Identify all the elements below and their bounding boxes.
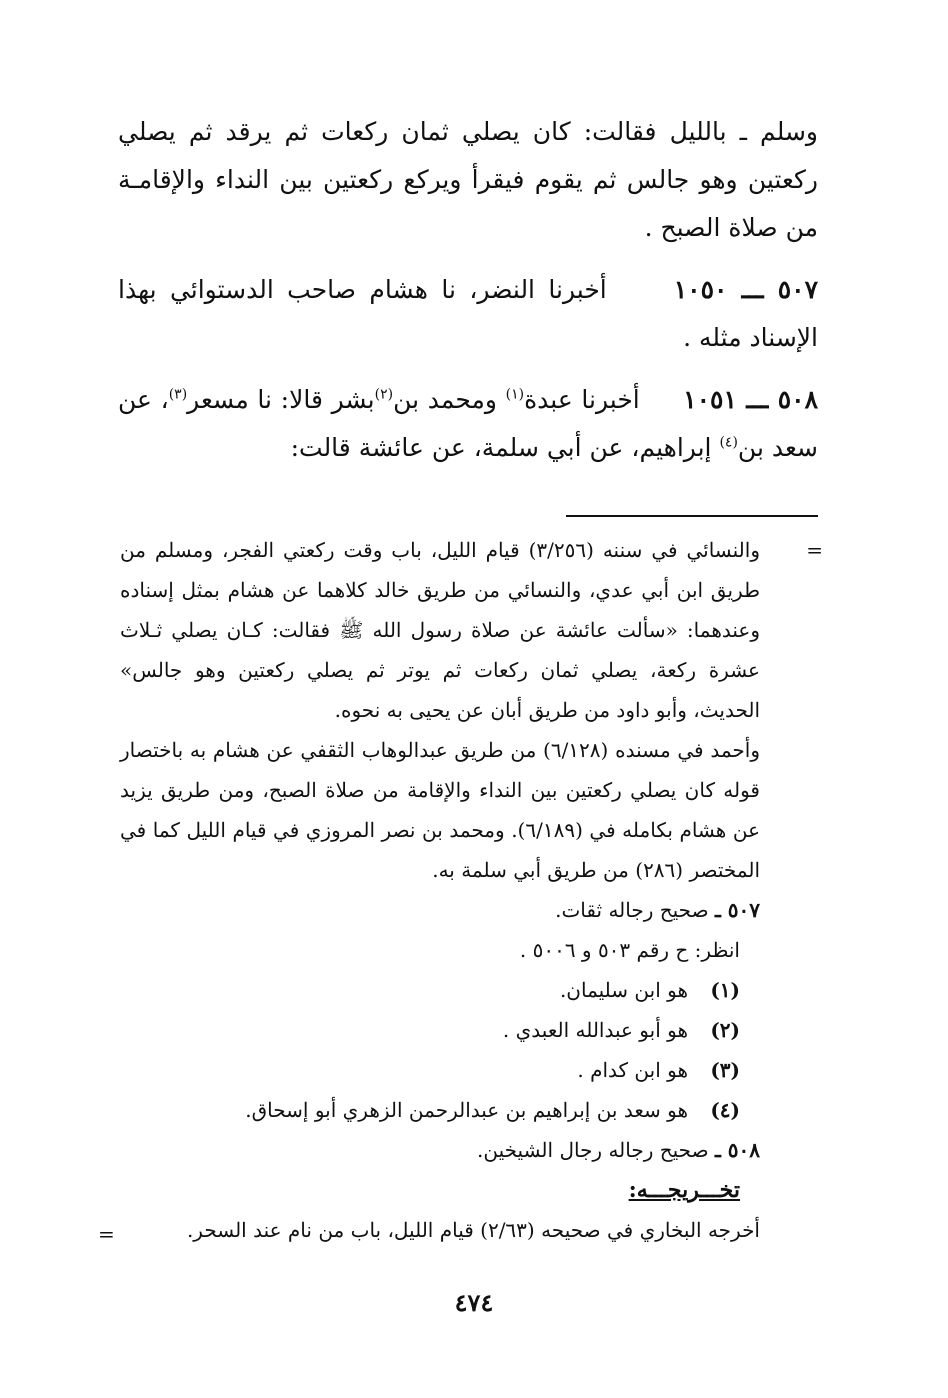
- footnote-see-also: انظر: ح رقم ٥٠٣ و ٥٠٠٦ .: [519, 938, 740, 962]
- hadith-text-part: بشر قالا: نا مسعر: [187, 385, 375, 414]
- footnote-block: وأحمد في مسنده (٦/١٢٨) من طريق عبدالوهاب الثقفي عن هشام به باختصار قوله كان يصلي ركعتين بين النداء والإقامة من صلاة الصبح، ومن طريق يزيد عن هشام بكامله في (٦/١٨٩). ومحمد بن نصر المروزي في قيام الليل كما في المختصر (٢٨٦) من طريق أبي سلمة به.: [120, 738, 760, 882]
- footnote-note: [120, 1010, 760, 1050]
- continued-mark: =: [98, 1222, 115, 1246]
- footnote-mark: (٣): [710, 1058, 740, 1082]
- footnote-note: [120, 970, 760, 1010]
- footnote-508: [120, 1130, 760, 1170]
- footnote-block: والنسائي في سننه (٣/٢٥٦) قيام الليل، باب وقت ركعتي الفجر، ومسلم من طريق ابن أبي عدي، والنسائي من طريق خالد كلاهما عن هشام بمثل إسناده وعندهما: «سألت عائشة عن صلاة رسول الله ﷺ فقالت: كـان يصلي ثـلاث عشرة ركعة، يصلي ثمان ركعات ثم يوتر ثم يصلي ركعتين وهو جالس» الحديث، وأبو داود من طريق أبان عن يحيى به نحوه.: [120, 538, 760, 722]
- footnote-ref[interactable]: (٢): [374, 386, 394, 403]
- takhrij-heading: [120, 1170, 760, 1210]
- hadith-text-part: ومحمد بن: [393, 385, 506, 414]
- footnote-text: صحيح رجاله رجال الشيخين.: [477, 1138, 715, 1162]
- footnote-number: ٥٠٨ ـ: [714, 1138, 760, 1162]
- footnote-note: [120, 1050, 760, 1090]
- footnote-number: ٥٠٧ ـ: [714, 898, 760, 922]
- takhrij-text: أخرجه البخاري في صحيحه (٢/٦٣) قيام الليل، باب من نام عند السحر.: [186, 1218, 760, 1242]
- hadith-number: ٥٠٨ ـــ ١٠٥١: [683, 385, 819, 414]
- page-number: ٤٧٤: [454, 1288, 494, 1317]
- hadith-number: ٥٠٧ ـــ ١٠٥٠: [673, 275, 819, 304]
- footnote-note-text: هو ابن سليمان.: [559, 978, 688, 1002]
- hadith-text: أخبرنا النضر، نا هشام صاحب الدستوائي بهذا الإسناد مثله .: [118, 275, 818, 352]
- footnote-divider: [566, 515, 818, 517]
- hadith-text-part: إبراهيم، عن أبي سلمة، عن عائشة قالت:: [290, 433, 720, 462]
- footnote-ref[interactable]: (٤): [719, 434, 738, 451]
- footnote-text: صحيح رجاله ثقات.: [555, 898, 715, 922]
- footnote-note-text: هو سعد بن إبراهيم بن عبدالرحمن الزهري أبو إسحاق.: [245, 1098, 688, 1122]
- footnotes: [120, 530, 760, 1250]
- hadith-text-part: ، عن سعد بن: [118, 385, 818, 462]
- heading-text: تخـــريجـــه:: [628, 1177, 740, 1203]
- hadith-text-part: أخبرنا عبدة: [524, 385, 640, 414]
- footnote-mark: (٢): [710, 1018, 740, 1042]
- main-text: [118, 108, 818, 472]
- paragraph-continuation: وسلم ـ بالليل فقالت: كان يصلي ثمان ركعات ثم يرقد ثم يصلي ركعتين وهو جالس ثم يقوم فيقرأ ويركع ركعتين بين النداء والإقامـة من صلاة الصبح .: [118, 117, 818, 242]
- footnote-ref[interactable]: (٣): [168, 386, 188, 403]
- hadith-508: [118, 376, 818, 472]
- hadith-507: [118, 266, 818, 362]
- footnote-note: [120, 1090, 760, 1130]
- footnote-note-text: هو ابن كدام .: [577, 1058, 688, 1082]
- footnote-ref[interactable]: (١): [505, 386, 525, 403]
- footnote-507: [120, 890, 760, 930]
- footnote-mark: (٤): [710, 1098, 740, 1122]
- footnote-note-text: هو أبو عبدالله العبدي .: [502, 1018, 688, 1042]
- numbered-notes: [120, 970, 760, 1130]
- footnote-mark: (١): [710, 978, 740, 1002]
- continuation-mark: =: [806, 538, 823, 562]
